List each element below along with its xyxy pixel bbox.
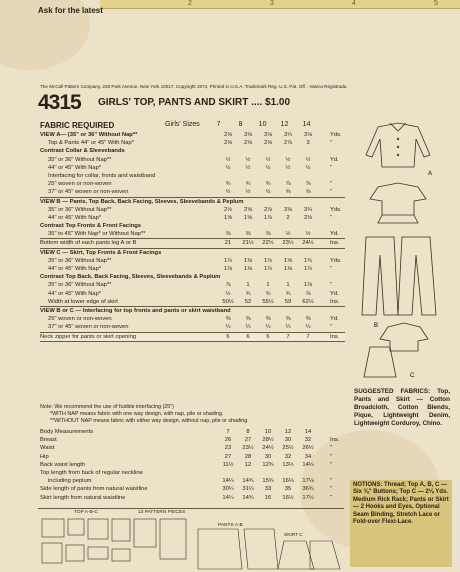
value-cell: 1⅞ [263,214,273,221]
table-row [40,477,345,485]
value-cell: 16⅛ [282,478,294,485]
row-label: Back waist length [40,461,86,468]
unit-cell: Yd. [330,231,339,238]
row-label: 44" or 45" With Nap* [48,214,102,221]
value-cell: ¼ [245,324,251,331]
value-cell: 28 [244,453,252,460]
value-cell: ½ [285,156,291,163]
row-values [218,494,318,502]
row-label: 44" or 45" With Nap* [48,164,102,171]
unit-cell: Yd. [330,290,339,297]
fabric-table [40,131,345,342]
row-values [218,461,318,469]
size-col: 12 [280,121,289,128]
value-cell: ½ [225,156,231,163]
table-row [40,147,345,155]
table-row [40,461,345,469]
value-cell: 1⅝ [243,214,253,221]
unit-cell: " [330,266,333,272]
value-cell: 1⅜ [243,257,253,264]
table-row [40,307,345,315]
note-line: **WITHOUT NAP means fabric with either way design, without nap, pile or shading. [50,418,249,424]
value-cell: 8 [246,429,250,435]
value-cell: 2⅛ [263,140,273,147]
value-cell: ½ [225,164,231,171]
view-a-top-sketch [366,123,430,167]
value-cell: ⅜ [305,316,311,323]
table-row [40,333,345,342]
table-row [40,444,345,452]
value-cell: 6 [246,333,250,340]
pattern-pieces-diagram [38,508,344,571]
value-cell: 28½ [262,437,274,444]
value-cell: 3¼ [303,206,313,213]
table-row [40,485,345,493]
value-cell: ⅞ [305,290,311,297]
row-label: Bottom width of each pants leg A or B [40,240,137,247]
table-row [40,265,345,273]
value-cell: 14¼ [222,494,234,501]
fabric-notes [40,404,345,425]
value-cell: 25½ [282,445,294,452]
value-cell: 30 [284,437,292,444]
sizes-label: Girls' Sizes [165,121,200,128]
value-cell: ½ [225,290,231,297]
unit-cell: Ins. [330,333,340,340]
value-cell: 3⅛ [283,206,293,213]
unit-cell: " [330,140,333,147]
row-label: 25" woven or non-woven [48,316,112,323]
value-cell: ⅜ [245,316,251,323]
table-row [40,323,345,332]
unit-cell: " [330,181,333,188]
value-cell: 14 [304,429,312,435]
value-cell: 21 [224,240,232,247]
value-cell: 24½ [302,240,314,247]
view-b-top-sketch [370,183,426,223]
row-values [218,214,318,222]
value-cell: ½ [245,156,251,163]
ruler-tick: 3 [270,0,274,7]
value-cell: 17⅛ [302,478,314,485]
value-cell: ½ [265,156,271,163]
note-line: *WITH NAP means fabric with one way design, with nap, pile or shading. [50,411,224,417]
value-cell: 62½ [302,298,314,305]
row-values [218,156,318,164]
row-values [218,477,318,485]
value-cell: 36¾ [302,486,314,493]
value-cell: 1 [266,282,270,289]
row-label: 35" or 36" Without Nap** [48,257,112,264]
value-cell: 34 [304,453,312,460]
value-cell: 21½ [242,240,254,247]
value-cell: 23½ [242,445,254,452]
unit-cell: " [330,494,333,501]
value-cell: ½ [245,164,251,171]
value-cell: 16 [264,494,272,501]
row-values [218,206,318,214]
row-values [218,131,318,139]
value-cell: ¼ [225,324,231,331]
body-measurements-label: Body Measurements [40,429,94,435]
value-cell: ½ [225,189,231,196]
value-cell: 1⅛ [283,266,293,272]
row-values [218,281,318,289]
size-col: 10 [258,121,267,128]
unit-cell: Yds. [330,132,342,138]
row-label: VIEW A— (35" or 36" Without Nap** [40,132,138,138]
row-values [218,323,318,331]
table-row [40,172,345,180]
row-label: 35" or 36" Without Nap** [48,156,112,163]
value-cell: ⅜ [245,231,251,238]
value-cell: 2⅛ [303,214,313,221]
value-cell: ¼ [285,324,291,331]
row-label: Top & Pants 44" or 45" With Nap* [48,140,134,147]
value-cell: ⅜ [225,231,231,238]
pieces-layout-sketch [38,509,344,571]
row-values [218,188,318,196]
value-cell: ¾ [225,181,231,188]
value-cell: ½ [305,164,311,171]
value-cell: 27 [224,453,232,460]
value-cell: 1⅛ [223,266,233,272]
row-label: 35" to 45" With Nap* or Without Nap** [48,231,146,238]
pattern-header [38,93,418,113]
table-row [40,453,345,461]
table-row [40,188,345,197]
value-cell: 35 [284,486,292,493]
view-letter: C [410,373,415,379]
table-row [40,206,345,214]
value-cell: 1¾ [303,257,313,264]
unit-cell: " [330,189,333,196]
value-cell: 52 [244,298,252,305]
value-cell: 26½ [302,445,314,452]
value-cell: 2⅛ [223,140,233,147]
value-cell: ½ [305,231,311,238]
size-col: 8 [238,121,243,128]
row-label: Width at lower edge of skirt [48,298,118,305]
value-cell: 7 [306,333,310,340]
value-cell: 1⅝ [283,257,293,264]
row-label: Waist [40,445,55,452]
value-cell: 1 [246,282,250,289]
table-row [40,281,345,289]
view-letter: A [428,171,433,177]
row-label: including peplum [48,478,92,485]
unit-cell: " [330,453,333,460]
pieces-count-label: 13 PATTERN PIECES [138,510,186,515]
fabric-required-heading: FABRIC REQUIRED [40,121,115,130]
value-cell: ¾ [285,290,291,297]
value-cell: 50½ [222,298,234,305]
unit-cell: " [330,478,333,485]
table-row [40,298,345,307]
value-cell: 31¼ [242,486,254,493]
value-cell: ⅜ [225,316,231,323]
row-label: Side length of pants from natural waistline [40,486,148,493]
value-cell: ⅝ [305,189,311,196]
row-label: 37" or 45" woven or non-woven [48,324,129,331]
unit-cell: Yds. [330,257,342,264]
row-values [218,164,318,172]
views-illustration [348,115,448,385]
value-cell: ⅞ [305,181,311,188]
view-b-pants-sketch [398,237,436,315]
value-cell: 12 [244,461,252,468]
row-label: Skirt length from natural waistline [40,494,126,501]
value-cell: 6 [226,333,230,340]
value-cell: 14¾ [242,478,254,485]
row-label: 35" or 36" Without Nap** [48,206,112,213]
ruler-tick: 2 [188,0,192,7]
unit-cell: Ins. [330,240,340,247]
value-cell: ¾ [245,290,251,297]
row-label: VIEW B or C — Interfacing for top fronts and pants or skirt waistband [40,307,231,314]
value-cell: ½ [305,156,311,163]
table-row [40,315,345,323]
value-cell: 1¼ [303,266,313,272]
table-row [40,222,345,230]
pattern-title: GIRLS' TOP, PANTS AND SKIRT .... $1.00 [98,97,291,108]
value-cell: 3⅛ [263,132,273,138]
value-cell: 1⅛ [243,266,253,272]
value-cell: ⅝ [285,189,291,196]
row-values [218,139,318,147]
row-label: Top length from back of regular neckline [40,469,143,476]
value-cell: 14¾ [242,494,254,501]
value-cell: ½ [285,164,291,171]
value-cell: 1½ [263,257,273,264]
tape-ruler [100,0,460,9]
table-row [40,249,345,257]
value-cell: ⅜ [285,316,291,323]
sizes-header [165,121,318,128]
pattern-number: 4315 [38,91,81,114]
table-row [40,164,345,172]
table-row [40,469,345,477]
value-cell: 12 [284,429,292,435]
view-letter: B [374,323,379,329]
table-row [40,273,345,281]
row-values [218,180,318,188]
unit-cell: " [330,445,333,452]
unit-cell: " [330,486,333,493]
view-c-skirt-sketch [364,347,396,377]
value-cell: 32 [304,437,312,444]
value-cell: 24½ [262,445,274,452]
note-line: Note: We recommend the use of fusible interfacing (25") [40,404,174,410]
value-cell: 2⅞ [263,206,273,213]
value-cell: 30¼ [222,486,234,493]
value-cell: 2⅛ [243,140,253,147]
unit-cell: Yds. [330,206,342,213]
pieces-pants-label: PANTS A-B [218,523,243,528]
table-row [40,239,345,248]
value-cell: 3⅛ [243,132,253,138]
value-cell: 3 [306,140,310,147]
row-values [218,485,318,493]
value-cell: 1⅛ [303,282,313,289]
table-row [40,257,345,265]
row-label: Contrast Top Back, Back Facing, Sleeves, Sleevebands & Peplum [40,274,221,281]
value-cell: 14¼ [302,461,314,468]
table-row [40,180,345,188]
value-cell: 11½ [222,461,234,468]
unit-cell: " [330,164,333,171]
value-cell: 26 [224,437,232,444]
row-values [218,444,318,452]
value-cell: ¾ [265,290,271,297]
value-cell: ½ [265,164,271,171]
value-cell: 1⅝ [223,214,233,221]
value-cell: 2⅞ [283,140,293,147]
notions-box: NOTIONS: Thread; Top A, B, C — Six ⅜" Buttons; Top C — 2⅛ Yds. Medium Rick Rack; Pants or Skirt — 2 Hooks and Eyes, Optional Seam Binding, Stretch Lace or Fold-over Flexi-Lace. [350,480,452,567]
row-values [218,453,318,461]
value-cell: 2½ [223,206,233,213]
value-cell: ¼ [265,324,271,331]
row-values [218,230,318,238]
table-row [40,214,345,222]
value-cell: 6 [266,333,270,340]
value-cell: 1¼ [263,266,273,272]
row-label: 44" or 45" With Nap* [48,290,102,297]
row-values [218,333,318,341]
value-cell: 1 [286,282,290,289]
row-values [218,436,318,444]
value-cell: 59 [284,298,292,305]
row-label: Hip [40,453,49,460]
table-row [40,494,345,502]
value-cell: 14¼ [222,478,234,485]
table-row [40,156,345,164]
value-cell: 15¾ [262,478,274,485]
size-col: 14 [302,121,311,128]
value-cell: 1¼ [223,257,233,264]
value-cell: ¾ [245,181,251,188]
size-values [218,428,318,436]
value-cell: 23½ [282,240,294,247]
row-values [218,265,318,273]
value-cell: 2⅝ [243,206,253,213]
unit-cell: " [330,214,333,221]
body-measurements-header [40,428,345,436]
value-cell: 2 [286,214,290,221]
value-cell: 10 [264,429,272,435]
value-cell: 30 [264,453,272,460]
value-cell: ⅜ [265,316,271,323]
value-cell: ¾ [265,181,271,188]
value-cell: 32 [284,453,292,460]
table-row [40,139,345,147]
body-measurements-table [40,428,345,502]
ruler-tick: 5 [434,0,438,7]
company-line: The McCall Pattern Company, 230 Park Avenue, New York 10017. Copyright 1974, Printed in U.S.A. Trademark Reg. U.S. Pat. Off. - Marca Registrada [40,84,347,89]
value-cell: 16½ [282,494,294,501]
row-label: Contrast Collar & Sleevebands [40,148,125,155]
table-row [40,436,345,444]
ruler-tick: 4 [352,0,356,7]
pieces-skirt-label: SKIRT C [284,533,303,538]
value-cell: ½ [285,231,291,238]
unit-cell: Ins. [330,298,340,305]
table-row [40,290,345,298]
value-cell: ⅞ [225,282,231,289]
value-cell: 2⅛ [223,132,233,138]
row-label: 35" or 36" Without Nap** [48,282,112,289]
row-values [218,298,318,306]
value-cell: 23 [224,445,232,452]
table-row [40,131,345,139]
value-cell: 55½ [262,298,274,305]
value-cell: 13½ [282,461,294,468]
row-label: Neck zipper for pants or skirt opening [40,333,137,340]
row-label: 25" woven or non-woven [48,181,112,188]
value-cell: 7 [226,429,230,435]
value-cell: 3⅛ [303,132,313,138]
size-col: 7 [216,121,221,128]
value-cell: 22½ [262,240,274,247]
value-cell: ½ [245,189,251,196]
row-label: 37" or 45" woven or non-woven [48,189,129,196]
row-label: Breast [40,437,57,444]
row-values [218,315,318,323]
suggested-fabrics: SUGGESTED FABRICS: Top, Pants and Skirt — Cotton Broadcloth, Cotton Blends, Pique, Lightweight Denim, Lightweight Corduroy, Chino. [354,388,450,427]
row-values [218,239,318,247]
value-cell: 7 [286,333,290,340]
unit-cell: Ins. [330,437,340,444]
value-cell: ¼ [305,324,311,331]
row-label: 44" or 45" With Nap* [48,266,102,272]
unit-cell: Yd. [330,156,339,163]
value-cell: 27 [244,437,252,444]
unit-cell: " [330,461,333,468]
value-cell: ⅞ [285,181,291,188]
value-cell: 12¾ [262,461,274,468]
unit-cell: " [330,324,333,331]
row-values [218,290,318,298]
row-label: VIEW C — Skirt, Top Fronts & Front Facings [40,249,162,256]
table-row [40,198,345,206]
table-row [40,230,345,239]
row-values [218,257,318,265]
row-label: Contrast Top Fronts & Front Facings [40,223,142,230]
pieces-top-label: TOP A-B-C [74,510,98,515]
top-note: Ask for the latest [38,6,103,15]
value-cell: 33 [264,486,272,493]
unit-cell: " [330,282,333,289]
row-label: Interfacing for collar, fronts and waistband [48,172,156,179]
value-cell: ½ [265,189,271,196]
unit-cell: Yd. [330,316,339,323]
row-label: VIEW B — Pants, Top Back, Back Facing, Sleeves, Sleevebands & Peplum [40,198,244,205]
value-cell: ⅜ [265,231,271,238]
view-a-pants-sketch [362,237,398,315]
value-cell: 3¼ [283,132,293,138]
value-cell: 17½ [302,494,314,501]
